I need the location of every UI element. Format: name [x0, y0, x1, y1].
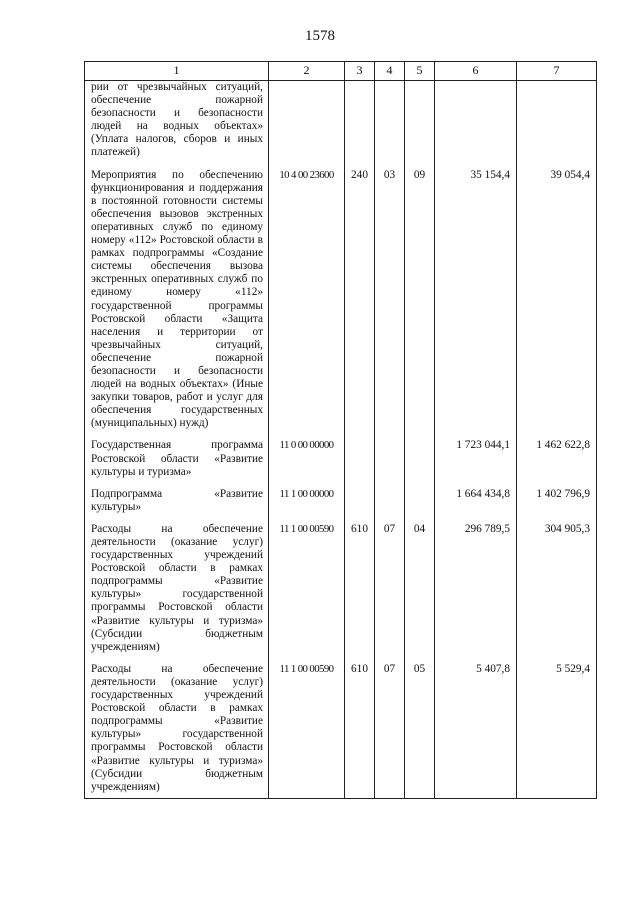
- row-section: 03: [375, 164, 405, 435]
- row-amount-year1: 1 723 044,1: [435, 434, 517, 482]
- row-amount-year2: 1 402 796,9: [517, 483, 597, 518]
- row-section: 07: [375, 518, 405, 658]
- row-amount-year1: 296 789,5: [435, 518, 517, 658]
- header-col-6: 6: [435, 62, 517, 81]
- row-expense-type: [345, 434, 375, 482]
- table-row: [85, 164, 597, 435]
- table-row: [85, 81, 597, 164]
- row-amount-year1: 5 407,8: [435, 658, 517, 798]
- table-row: [85, 483, 597, 518]
- row-target-code: 11 1 00 00590: [269, 658, 345, 798]
- header-col-7: 7: [517, 62, 597, 81]
- page-number: 1578: [305, 28, 335, 44]
- budget-table-container: [84, 61, 597, 799]
- table-row: [85, 658, 597, 798]
- table-row: [85, 518, 597, 658]
- row-amount-year2: 5 529,4: [517, 658, 597, 798]
- row-target-code: 11 1 00 00590: [269, 518, 345, 658]
- row-name: Государственная программа Ростовской области «Развитие культуры и туризма»: [85, 434, 269, 482]
- row-section: 07: [375, 658, 405, 798]
- row-subsection: 05: [405, 658, 435, 798]
- budget-table: [84, 61, 597, 799]
- header-col-2: 2: [269, 62, 345, 81]
- row-expense-type: [345, 81, 375, 164]
- row-target-code: [269, 81, 345, 164]
- row-subsection: [405, 81, 435, 164]
- row-name: рии от чрезвычайных ситуаций, обеспечение пожарной безопасности и безопасности людей на водных объектах» (Уплата налогов, сборов и иных платежей): [85, 81, 269, 164]
- row-section: [375, 483, 405, 518]
- row-name: Мероприятия по обеспечению функционирования и поддержания в постоянной готовности системы обеспечения вызовов экстренных оперативных служб по единому номеру «112» Ростовской области в рамках подпрограммы «Создание системы обеспечения вызова экстренных оперативных служб по единому номеру «112» государственной программы Ростовской области «Защита населения и территории от чрезвычайных ситуаций, обеспечение пожарной безопасности и безопасности людей на водных объектах» (Иные закупки товаров, работ и услуг для обеспечения государственных (муниципальных) нужд): [85, 164, 269, 435]
- row-subsection: 09: [405, 164, 435, 435]
- row-expense-type: [345, 483, 375, 518]
- header-row: [85, 62, 597, 81]
- row-amount-year1: 1 664 434,8: [435, 483, 517, 518]
- row-name: Подпрограмма «Развитие культуры»: [85, 483, 269, 518]
- row-expense-type: 240: [345, 164, 375, 435]
- row-subsection: [405, 483, 435, 518]
- row-amount-year2: 1 462 622,8: [517, 434, 597, 482]
- row-target-code: 11 0 00 00000: [269, 434, 345, 482]
- row-name: Расходы на обеспечение деятельности (оказание услуг) государственных учреждений Ростовской области в рамках подпрограммы «Развитие культуры» государственной программы Ростовской области «Развитие культуры и туризма» (Субсидии бюджетным учреждениям): [85, 518, 269, 658]
- row-amount-year2: 39 054,4: [517, 164, 597, 435]
- row-amount-year2: [517, 81, 597, 164]
- table-row: [85, 434, 597, 482]
- row-target-code: 11 1 00 00000: [269, 483, 345, 518]
- header-col-5: 5: [405, 62, 435, 81]
- row-expense-type: 610: [345, 658, 375, 798]
- row-amount-year2: 304 905,3: [517, 518, 597, 658]
- row-amount-year1: [435, 81, 517, 164]
- row-subsection: 04: [405, 518, 435, 658]
- row-subsection: [405, 434, 435, 482]
- row-expense-type: 610: [345, 518, 375, 658]
- header-col-4: 4: [375, 62, 405, 81]
- row-name: Расходы на обеспечение деятельности (оказание услуг) государственных учреждений Ростовской области в рамках подпрограммы «Развитие культуры» государственной программы Ростовской области «Развитие культуры и туризма» (Субсидии бюджетным учреждениям): [85, 658, 269, 798]
- row-section: [375, 81, 405, 164]
- header-col-3: 3: [345, 62, 375, 81]
- header-col-1: 1: [85, 62, 269, 81]
- row-section: [375, 434, 405, 482]
- row-amount-year1: 35 154,4: [435, 164, 517, 435]
- row-target-code: 10 4 00 23600: [269, 164, 345, 435]
